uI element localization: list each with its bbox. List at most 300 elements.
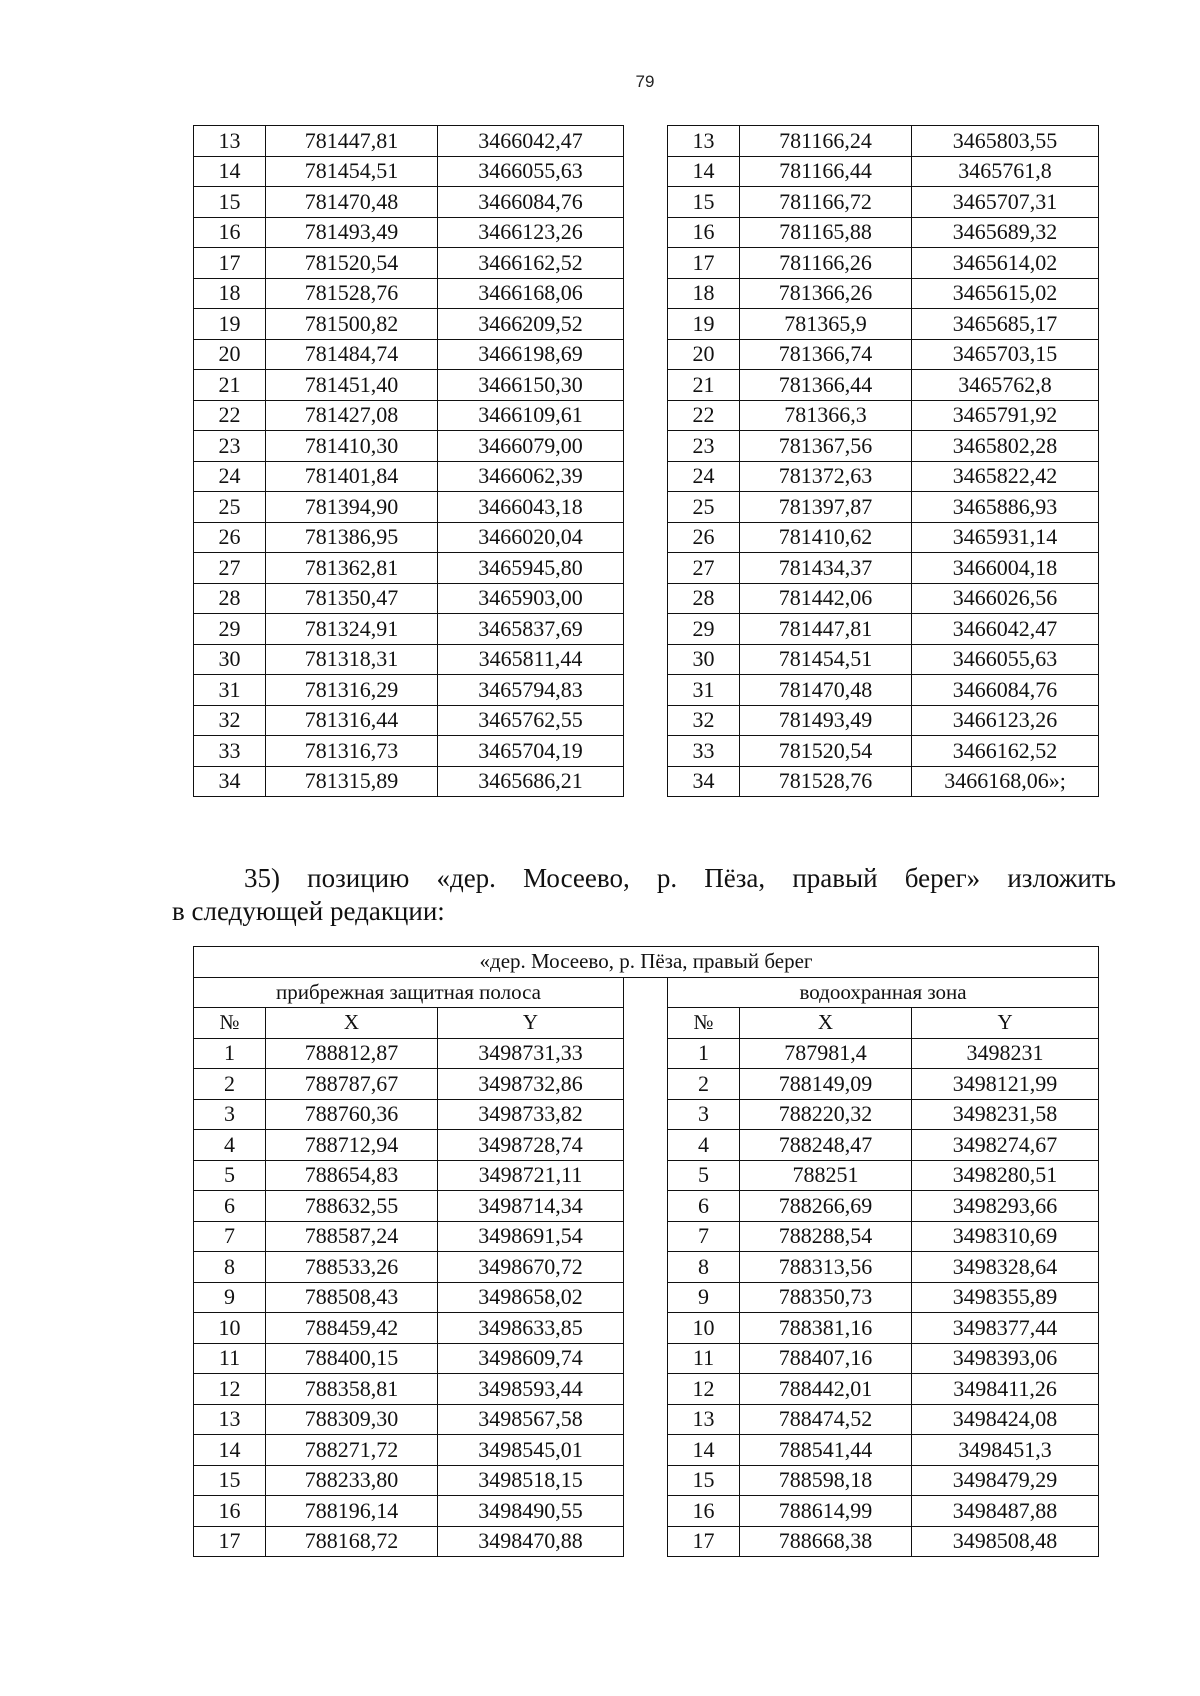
coord-y-cell: 3498355,89 [912,1282,1099,1313]
coord-y-cell: 3465614,02 [912,248,1099,279]
table-row [194,1160,1099,1191]
coord-x-cell: 788196,14 [266,1496,438,1527]
point-number-cell: 26 [194,522,266,553]
coord-x-cell: 788350,73 [740,1282,912,1313]
col-header-y: Y [912,1008,1099,1039]
point-number-cell: 17 [194,1526,266,1557]
point-number-cell: 11 [194,1343,266,1374]
column-gap [624,522,668,553]
coord-y-cell: 3498691,54 [438,1221,624,1252]
coord-y-cell: 3466162,52 [438,248,624,279]
coord-y-cell: 3466079,00 [438,431,624,462]
point-number-cell: 12 [194,1374,266,1405]
column-gap [624,126,668,157]
coord-y-cell: 3498658,02 [438,1282,624,1313]
table-row [194,431,1099,462]
coord-x-cell: 788474,52 [740,1404,912,1435]
point-number-cell: 18 [668,278,740,309]
coord-y-cell: 3466168,06»; [912,766,1099,797]
coord-x-cell: 781528,76 [740,766,912,797]
coord-x-cell: 781500,82 [266,309,438,340]
coord-y-cell: 3465615,02 [912,278,1099,309]
point-number-cell: 29 [194,614,266,645]
point-number-cell: 23 [194,431,266,462]
column-gap [624,461,668,492]
paragraph-word: 35) [244,863,280,893]
column-gap [624,309,668,340]
point-number-cell: 19 [668,309,740,340]
paragraph-word: р. [656,863,678,893]
point-number-cell: 34 [668,766,740,797]
column-gap [624,400,668,431]
point-number-cell: 31 [668,675,740,706]
coord-y-cell: 3466150,30 [438,370,624,401]
column-gap [624,675,668,706]
point-number-cell: 15 [668,187,740,218]
coord-x-cell: 781366,74 [740,339,912,370]
table-row [194,248,1099,279]
coord-x-cell: 788760,36 [266,1099,438,1130]
table-row [194,736,1099,767]
coord-y-cell: 3498545,01 [438,1435,624,1466]
coord-x-cell: 781493,49 [266,217,438,248]
point-number-cell: 15 [668,1465,740,1496]
coord-x-cell: 781401,84 [266,461,438,492]
coord-y-cell: 3465689,32 [912,217,1099,248]
table-row [194,217,1099,248]
coord-y-cell: 3498633,85 [438,1313,624,1344]
coord-x-cell: 788288,54 [740,1221,912,1252]
table-row [194,1191,1099,1222]
point-number-cell: 14 [668,1435,740,1466]
coord-y-cell: 3498732,86 [438,1069,624,1100]
coord-y-cell: 3498424,08 [912,1404,1099,1435]
coord-x-cell: 788149,09 [740,1069,912,1100]
column-gap [624,644,668,675]
paragraph-word: позицию [307,863,410,893]
column-gap [624,187,668,218]
coord-y-cell: 3465945,80 [438,553,624,584]
point-number-cell: 9 [668,1282,740,1313]
coord-y-cell: 3465822,42 [912,461,1099,492]
coord-x-cell: 788233,80 [266,1465,438,1496]
coord-x-cell: 788668,38 [740,1526,912,1557]
point-number-cell: 13 [668,1404,740,1435]
paragraph-word: берег» [904,863,981,893]
coord-x-cell: 788541,44 [740,1435,912,1466]
coord-x-cell: 788587,24 [266,1221,438,1252]
coord-y-cell: 3466123,26 [438,217,624,248]
column-gap [624,1252,668,1283]
table-title: «дер. Мосеево, р. Пёза, правый берег [194,947,1099,978]
table-row [194,187,1099,218]
point-number-cell: 20 [194,339,266,370]
coord-x-cell: 788381,16 [740,1313,912,1344]
coord-x-cell: 788309,30 [266,1404,438,1435]
column-gap [624,1008,668,1039]
coastal-strip-header: прибрежная защитная полоса [194,977,624,1008]
coord-y-cell: 3498377,44 [912,1313,1099,1344]
coord-y-cell: 3466004,18 [912,553,1099,584]
point-number-cell: 23 [668,431,740,462]
point-number-cell: 21 [668,370,740,401]
coord-y-cell: 3465802,28 [912,431,1099,462]
coord-x-cell: 781447,81 [266,126,438,157]
coord-y-cell: 3465903,00 [438,583,624,614]
column-gap [624,1160,668,1191]
point-number-cell: 6 [668,1191,740,1222]
point-number-cell: 32 [194,705,266,736]
coord-x-cell: 781410,62 [740,522,912,553]
coordinates-table-continued [193,125,1099,797]
coord-x-cell: 781166,26 [740,248,912,279]
column-gap [624,1221,668,1252]
column-gap [624,1038,668,1069]
point-number-cell: 17 [194,248,266,279]
point-number-cell: 10 [668,1313,740,1344]
coord-x-cell: 781410,30 [266,431,438,462]
coord-y-cell: 3498728,74 [438,1130,624,1161]
coord-y-cell: 3498310,69 [912,1221,1099,1252]
point-number-cell: 14 [194,1435,266,1466]
coord-x-cell: 787981,4 [740,1038,912,1069]
point-number-cell: 16 [194,217,266,248]
coord-x-cell: 781470,48 [740,675,912,706]
point-number-cell: 16 [668,217,740,248]
coord-y-cell: 3465803,55 [912,126,1099,157]
coord-y-cell: 3498280,51 [912,1160,1099,1191]
column-gap [624,1282,668,1313]
point-number-cell: 3 [668,1099,740,1130]
coord-x-cell: 781447,81 [740,614,912,645]
coord-y-cell: 3466084,76 [912,675,1099,706]
table-row [194,370,1099,401]
coord-x-cell: 781427,08 [266,400,438,431]
column-gap [624,766,668,797]
coord-x-cell: 781386,95 [266,522,438,553]
table-row [194,1282,1099,1313]
point-number-cell: 15 [194,1465,266,1496]
point-number-cell: 3 [194,1099,266,1130]
column-gap [624,1069,668,1100]
table-row [194,1252,1099,1283]
table-row [194,309,1099,340]
coord-y-cell: 3466055,63 [438,156,624,187]
coord-y-cell: 3465761,8 [912,156,1099,187]
coord-y-cell: 3466026,56 [912,583,1099,614]
coord-y-cell: 3498593,44 [438,1374,624,1405]
coord-x-cell: 781166,72 [740,187,912,218]
coord-y-cell: 3498567,58 [438,1404,624,1435]
coord-y-cell: 3466209,52 [438,309,624,340]
point-number-cell: 1 [194,1038,266,1069]
point-number-cell: 28 [668,583,740,614]
point-number-cell: 31 [194,675,266,706]
point-number-cell: 28 [194,583,266,614]
table-row [194,400,1099,431]
coord-y-cell: 3498274,67 [912,1130,1099,1161]
table-row [194,1069,1099,1100]
point-number-cell: 29 [668,614,740,645]
coord-x-cell: 781397,87 [740,492,912,523]
point-number-cell: 2 [194,1069,266,1100]
table-row [194,126,1099,157]
coord-y-cell: 3498714,34 [438,1191,624,1222]
coord-x-cell: 788168,72 [266,1526,438,1557]
column-gap [624,431,668,462]
coord-x-cell: 781316,73 [266,736,438,767]
coord-y-cell: 3498721,11 [438,1160,624,1191]
coord-y-cell: 3465707,31 [912,187,1099,218]
point-number-cell: 13 [194,1404,266,1435]
column-gap [624,1343,668,1374]
paragraph-line-2: в следующей редакции: [172,896,445,926]
col-header-number: № [194,1008,266,1039]
column-gap [624,1404,668,1435]
coord-x-cell: 781493,49 [740,705,912,736]
paragraph-word: Мосеево, [523,863,630,893]
coord-x-cell: 788459,42 [266,1313,438,1344]
table-row [194,1221,1099,1252]
mosseevo-coordinates-table [193,946,1099,1557]
coord-x-cell: 781350,47 [266,583,438,614]
coord-y-cell: 3466055,63 [912,644,1099,675]
paragraph-word: Пёза, [704,863,766,893]
coord-y-cell: 3466123,26 [912,705,1099,736]
table-row [194,1374,1099,1405]
paragraph-word: изложить [1007,863,1116,893]
table-row [194,1465,1099,1496]
table-row [194,705,1099,736]
paragraph-word: правый [792,863,878,893]
table-row [194,339,1099,370]
coord-y-cell: 3466042,47 [438,126,624,157]
point-number-cell: 19 [194,309,266,340]
paragraph-line-1 [172,862,1116,895]
coord-y-cell: 3465762,8 [912,370,1099,401]
point-number-cell: 14 [194,156,266,187]
table-row [194,1313,1099,1344]
column-gap [624,583,668,614]
point-number-cell: 13 [668,126,740,157]
coord-y-cell: 3498293,66 [912,1191,1099,1222]
coord-y-cell: 3465791,92 [912,400,1099,431]
table-row [194,1099,1099,1130]
column-gap [624,1099,668,1130]
point-number-cell: 13 [194,126,266,157]
coord-x-cell: 781372,63 [740,461,912,492]
coord-x-cell: 788358,81 [266,1374,438,1405]
point-number-cell: 2 [668,1069,740,1100]
coord-x-cell: 788407,16 [740,1343,912,1374]
point-number-cell: 8 [668,1252,740,1283]
point-number-cell: 4 [668,1130,740,1161]
coord-x-cell: 781470,48 [266,187,438,218]
point-number-cell: 22 [668,400,740,431]
point-number-cell: 9 [194,1282,266,1313]
col-header-y: Y [438,1008,624,1039]
column-gap [624,339,668,370]
paragraph-word: «дер. [436,863,496,893]
coord-x-cell: 781165,88 [740,217,912,248]
point-number-cell: 15 [194,187,266,218]
coord-y-cell: 3498411,26 [912,1374,1099,1405]
coord-x-cell: 788598,18 [740,1465,912,1496]
column-gap [624,248,668,279]
coord-x-cell: 788248,47 [740,1130,912,1161]
coord-x-cell: 788271,72 [266,1435,438,1466]
column-gap [624,1465,668,1496]
column-gap [624,614,668,645]
table-row [194,461,1099,492]
coord-y-cell: 3498609,74 [438,1343,624,1374]
coord-y-cell: 3498508,48 [912,1526,1099,1557]
col-header-x: X [740,1008,912,1039]
point-number-cell: 12 [668,1374,740,1405]
coord-x-cell: 788533,26 [266,1252,438,1283]
point-number-cell: 24 [194,461,266,492]
coord-x-cell: 781166,24 [740,126,912,157]
point-number-cell: 30 [668,644,740,675]
coord-y-cell: 3498470,88 [438,1526,624,1557]
coord-y-cell: 3465685,17 [912,309,1099,340]
coord-x-cell: 781528,76 [266,278,438,309]
coord-y-cell: 3465794,83 [438,675,624,706]
point-number-cell: 16 [194,1496,266,1527]
table-row [194,278,1099,309]
column-gap [624,705,668,736]
page-number: 79 [635,72,655,91]
coord-y-cell: 3466109,61 [438,400,624,431]
point-number-cell: 17 [668,1526,740,1557]
coord-y-cell: 3498518,15 [438,1465,624,1496]
point-number-cell: 4 [194,1130,266,1161]
table-row [194,614,1099,645]
coord-y-cell: 3466062,39 [438,461,624,492]
point-number-cell: 27 [194,553,266,584]
column-gap [624,1191,668,1222]
point-number-cell: 7 [668,1221,740,1252]
coord-x-cell: 781454,51 [740,644,912,675]
column-gap [624,977,668,1008]
coord-x-cell: 788251 [740,1160,912,1191]
column-gap [624,1130,668,1161]
coord-y-cell: 3465811,44 [438,644,624,675]
table-row [194,766,1099,797]
point-number-cell: 25 [194,492,266,523]
column-gap [624,370,668,401]
column-gap [624,156,668,187]
coord-x-cell: 781324,91 [266,614,438,645]
point-number-cell: 30 [194,644,266,675]
point-number-cell: 1 [668,1038,740,1069]
point-number-cell: 5 [194,1160,266,1191]
coord-x-cell: 781365,9 [740,309,912,340]
coord-x-cell: 781366,44 [740,370,912,401]
coord-y-cell: 3465931,14 [912,522,1099,553]
point-number-cell: 11 [668,1343,740,1374]
table-row [194,522,1099,553]
table-row [194,644,1099,675]
point-number-cell: 27 [668,553,740,584]
coord-x-cell: 781434,37 [740,553,912,584]
point-number-cell: 17 [668,248,740,279]
coord-x-cell: 781484,74 [266,339,438,370]
coord-x-cell: 781366,26 [740,278,912,309]
point-number-cell: 10 [194,1313,266,1344]
coord-x-cell: 788654,83 [266,1160,438,1191]
point-number-cell: 33 [668,736,740,767]
coord-y-cell: 3466084,76 [438,187,624,218]
coord-y-cell: 3465703,15 [912,339,1099,370]
coord-y-cell: 3465762,55 [438,705,624,736]
coord-y-cell: 3498328,64 [912,1252,1099,1283]
table-row [194,583,1099,614]
point-number-cell: 6 [194,1191,266,1222]
coord-x-cell: 781451,40 [266,370,438,401]
point-number-cell: 5 [668,1160,740,1191]
column-gap [624,1435,668,1466]
coord-y-cell: 3465837,69 [438,614,624,645]
coord-x-cell: 788220,32 [740,1099,912,1130]
coord-y-cell: 3466168,06 [438,278,624,309]
coord-x-cell: 781316,44 [266,705,438,736]
coord-x-cell: 788787,67 [266,1069,438,1100]
table-row [194,553,1099,584]
column-gap [624,1526,668,1557]
coord-y-cell: 3498479,29 [912,1465,1099,1496]
column-gap [624,1496,668,1527]
point-number-cell: 32 [668,705,740,736]
col-header-x: X [266,1008,438,1039]
coord-x-cell: 781442,06 [740,583,912,614]
table-row [194,1496,1099,1527]
point-number-cell: 14 [668,156,740,187]
table-row [194,1435,1099,1466]
point-number-cell: 34 [194,766,266,797]
point-number-cell: 25 [668,492,740,523]
coord-y-cell: 3498231 [912,1038,1099,1069]
coord-x-cell: 788313,56 [740,1252,912,1283]
coord-y-cell: 3465704,19 [438,736,624,767]
table-row [194,1130,1099,1161]
coord-x-cell: 788442,01 [740,1374,912,1405]
point-number-cell: 16 [668,1496,740,1527]
point-number-cell: 7 [194,1221,266,1252]
coord-y-cell: 3498393,06 [912,1343,1099,1374]
coord-y-cell: 3466043,18 [438,492,624,523]
coord-y-cell: 3498451,3 [912,1435,1099,1466]
coord-x-cell: 781367,56 [740,431,912,462]
coord-y-cell: 3466020,04 [438,522,624,553]
column-gap [624,1313,668,1344]
water-protection-zone-header: водоохранная зона [668,977,1099,1008]
coord-x-cell: 781520,54 [740,736,912,767]
coord-x-cell: 781520,54 [266,248,438,279]
point-number-cell: 24 [668,461,740,492]
coord-x-cell: 788400,15 [266,1343,438,1374]
col-header-number: № [668,1008,740,1039]
coord-y-cell: 3498487,88 [912,1496,1099,1527]
coord-y-cell: 3498670,72 [438,1252,624,1283]
coord-x-cell: 788508,43 [266,1282,438,1313]
point-number-cell: 26 [668,522,740,553]
coord-x-cell: 781166,44 [740,156,912,187]
coord-y-cell: 3465886,93 [912,492,1099,523]
point-number-cell: 20 [668,339,740,370]
coord-x-cell: 781394,90 [266,492,438,523]
point-number-cell: 8 [194,1252,266,1283]
